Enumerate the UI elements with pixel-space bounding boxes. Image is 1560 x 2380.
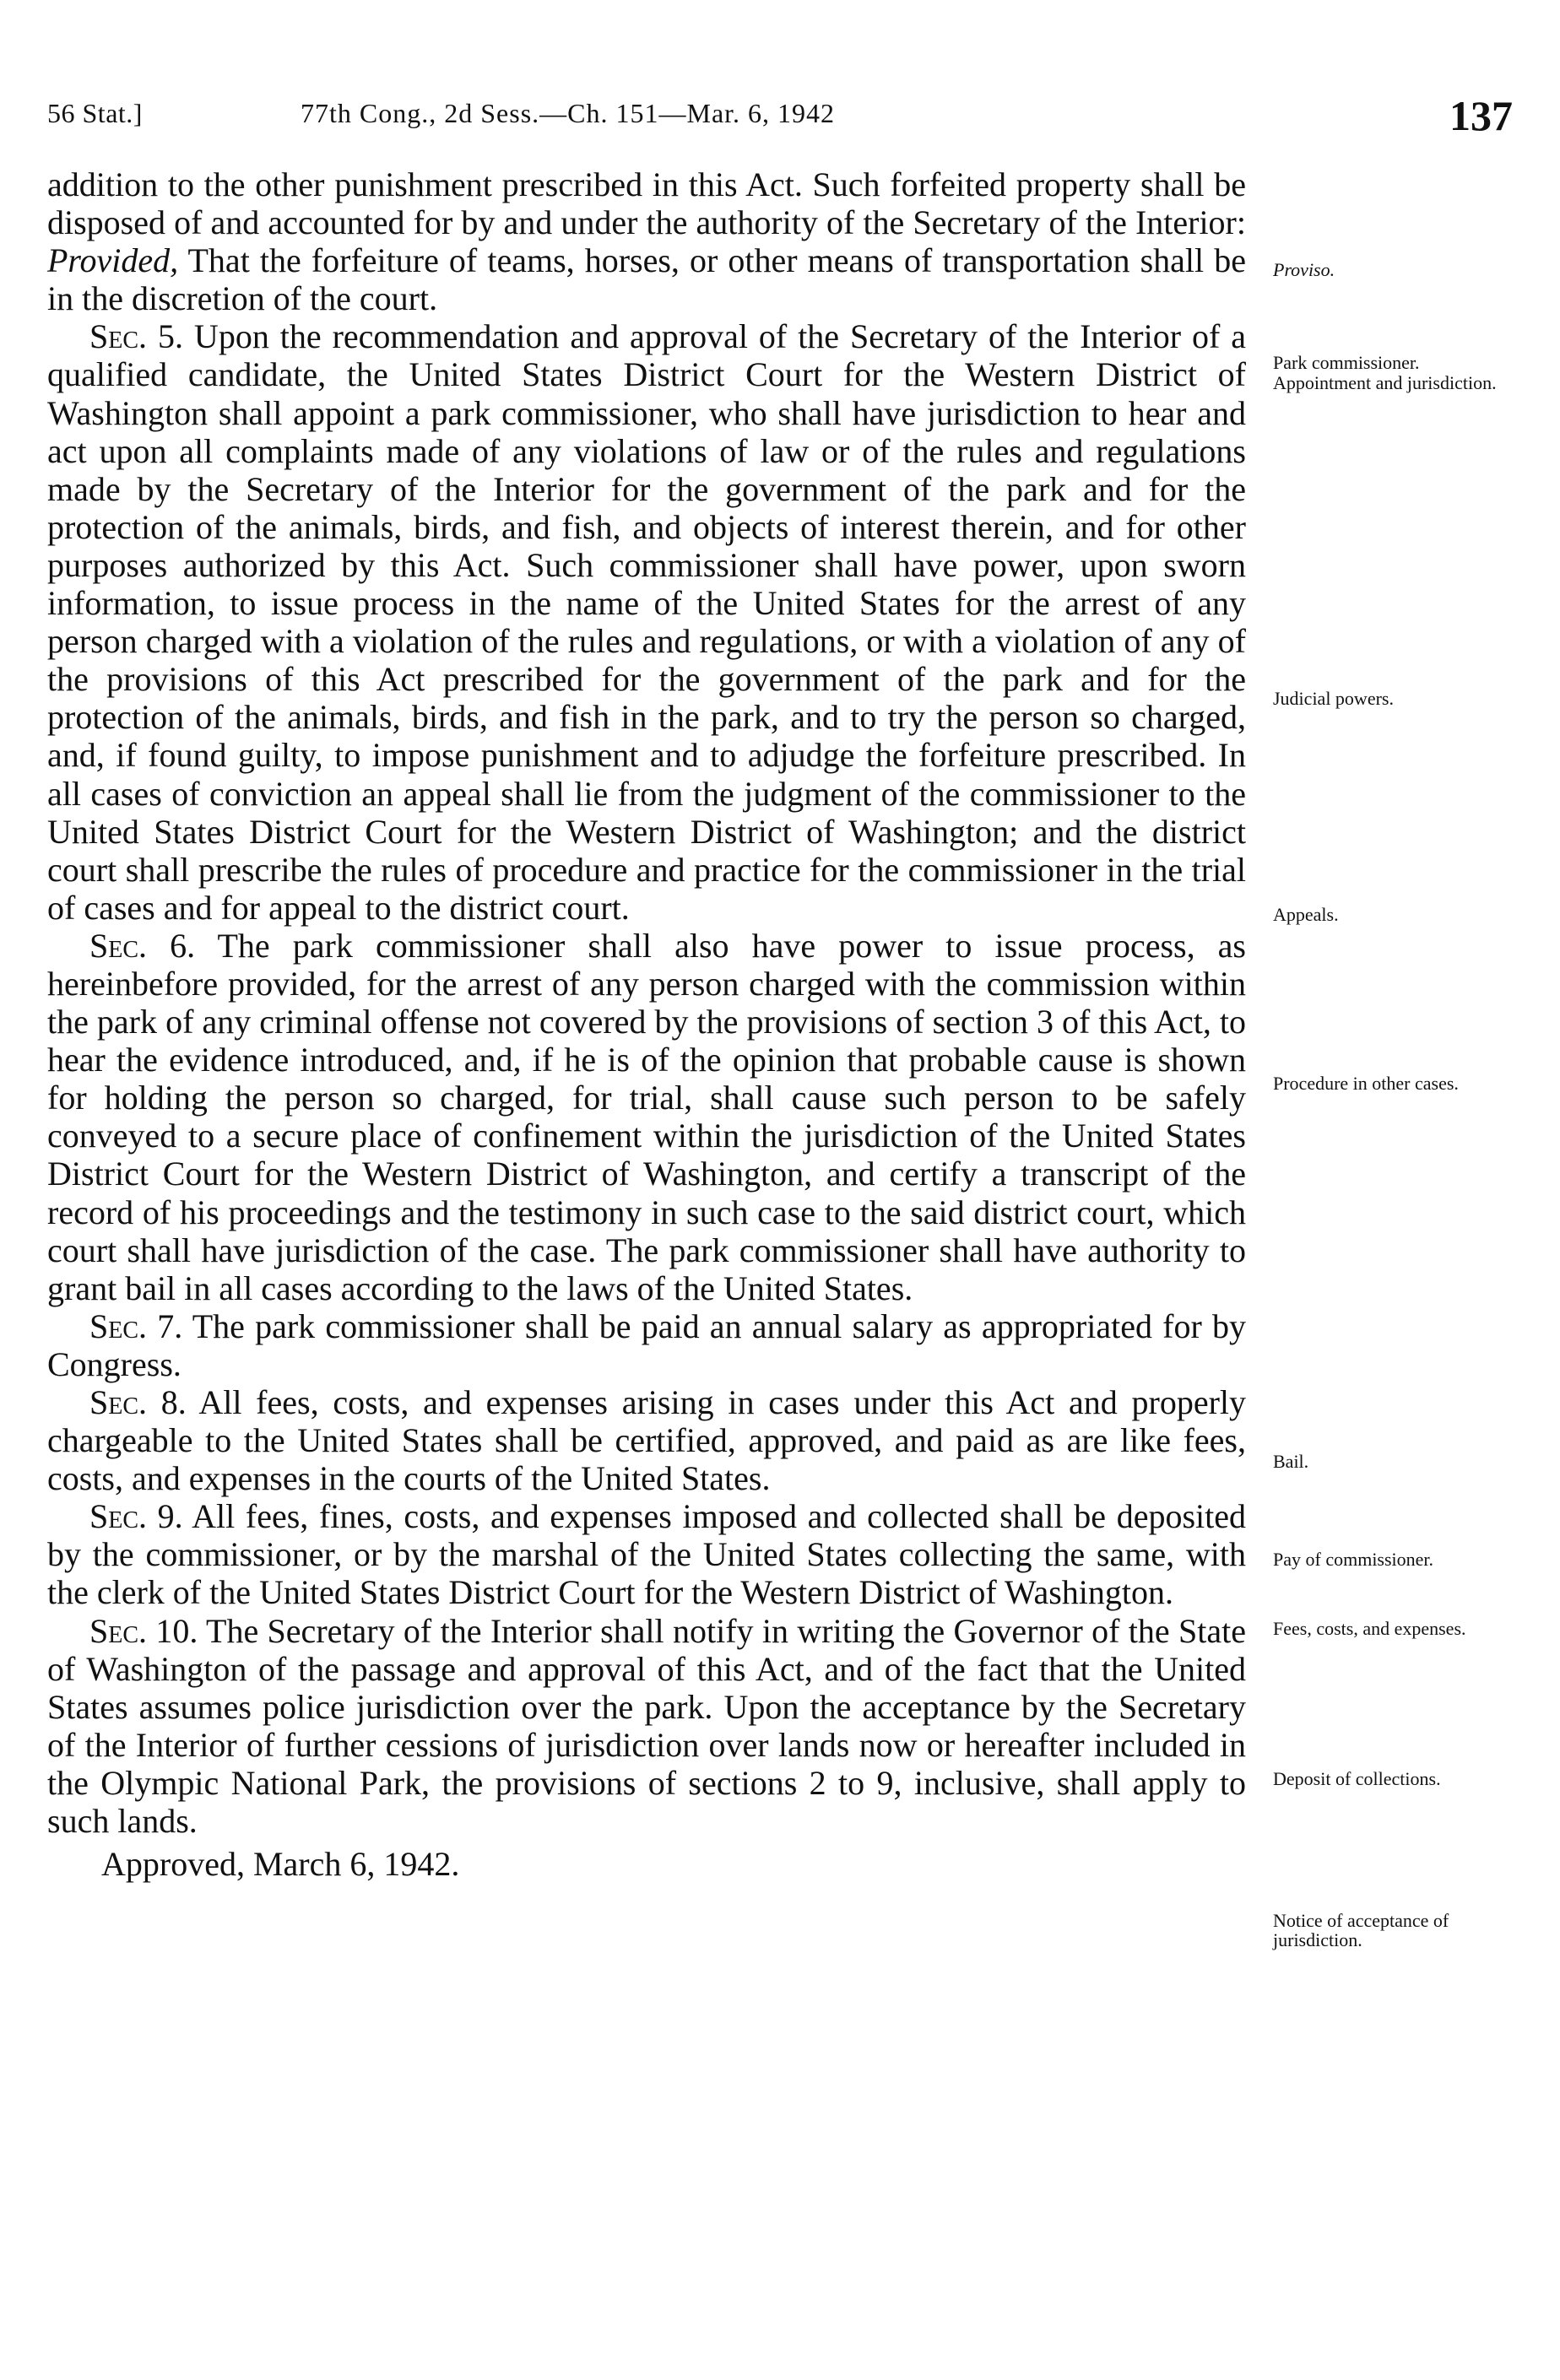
section-label: Sec. 6. <box>89 926 196 965</box>
margin-note-fees: Fees, costs, and expenses. <box>1273 1618 1466 1639</box>
margin-note-appointment: Appointment and jurisdiction. <box>1273 372 1497 393</box>
margin-note-appeals: Appeals. <box>1273 904 1339 925</box>
session-line: 77th Cong., 2d Sess.—Ch. 151—Mar. 6, 1942 <box>301 98 836 128</box>
margin-note-bail: Bail. <box>1273 1451 1309 1472</box>
section-10 <box>47 1612 1246 1841</box>
proviso-word: Provided, <box>47 241 179 280</box>
section-label: Sec. 9. <box>89 1497 183 1536</box>
margin-note-pay: Pay of commissioner. <box>1273 1549 1434 1570</box>
section-6 <box>47 927 1246 1307</box>
section-label: Sec. 5. <box>89 317 183 356</box>
page-number: 137 <box>1449 92 1513 139</box>
statute-citation: 56 Stat.] <box>47 98 143 128</box>
section-text: The Secretary of the Interior shall notify in writing the Governor of the State of Washington of the passage and approval of this Act, and of the fact that the United States assumes police jurisdiction over the park. Upon the acceptance by the Secretary of the Interior of further cessions of jurisdiction over lands now or hereafter included in the Olympic National Park, the provisions of sections 2 to 9, inclusive, shall apply to such lands. <box>47 1611 1246 1841</box>
margin-note-notice: Notice of acceptance of jurisdiction. <box>1273 1910 1449 1950</box>
paragraph-text: That the forfeiture of teams, horses, or other means of transportation shall be in the discretion of the court. <box>47 241 1246 318</box>
approval-line: Approved, March 6, 1942. <box>101 1845 460 1884</box>
margin-note-judicial-powers: Judicial powers. <box>1273 688 1394 709</box>
paragraph-text: addition to the other punishment prescribed in this Act. Such forfeited property shall be disposed of and accounted for by and under the authority of the Secretary of the Interior: <box>47 165 1246 242</box>
section-label: Sec. 8. <box>89 1383 187 1421</box>
section-text: Upon the recommendation and approval of the Secretary of the Interior of a qualified candidate, the United States District Court for the Western District of Washington shall appoint a park commissioner, who shall have jurisdiction to hear and act upon all complaints made of any violations of law or of the rules and regulations made by the Secretary of the Interior for the government of the park and for the protection of the animals, birds, and fish, and objects of interest therein, and for other purposes authorized by this Act. Such commissioner shall have power, upon sworn information, to issue process in the name of the United States for the arrest of any person charged with a violation of the rules and regulations, or with a violation of any of the provisions of this Act prescribed for the government of the park and for the protection of the animals, birds, and fish in the park, and to try the person so charged, and, if found guilty, to impose punishment and to adjudge the forfeiture prescribed. In all cases of conviction an appeal shall lie from the judgment of the commissioner to the United States District Court for the Western District of Washington; and the district court shall prescribe the rules of procedure and practice for the commissioner in the trial of cases and for appeal to the district court. <box>47 317 1246 927</box>
margin-note-procedure: Procedure in other cases. <box>1273 1073 1459 1094</box>
section-9 <box>47 1497 1246 1611</box>
section-text: All fees, costs, and expenses arising in cases under this Act and properly chargeable to the United States shall be certified, approved, and paid as are like fees, costs, and expenses in the courts of the United States. <box>47 1383 1247 1498</box>
section-8 <box>47 1383 1246 1497</box>
section-label: Sec. 7. <box>89 1306 183 1345</box>
margin-note-park-commissioner: Park commissioner. <box>1273 352 1420 373</box>
section-text: The park commissioner shall be paid an annual salary as appropriated for by Congress. <box>47 1306 1246 1383</box>
margin-note-deposit: Deposit of collections. <box>1273 1768 1441 1789</box>
margin-notes <box>1273 0 1526 2380</box>
section-7 <box>47 1307 1246 1383</box>
margin-note-proviso: Proviso. <box>1273 259 1335 280</box>
section-label: Sec. 10. <box>89 1611 198 1650</box>
section-text: All fees, fines, costs, and expenses imposed and collected shall be deposited by the commissioner, or by the marshal of the United States collecting the same, with the clerk of the United States District Court for the Western District of Washington. <box>47 1497 1246 1612</box>
main-text <box>47 165 1246 1883</box>
paragraph-continuation <box>47 165 1246 317</box>
section-5 <box>47 317 1246 927</box>
section-text: The park commissioner shall also have power to issue process, as hereinbefore provided, for the arrest of any person charged with the commission within the park of any criminal offense not covered by the provisions of section 3 of this Act, to hear the evidence introduced, and, if he is of the opinion that probable cause is shown for holding the person so charged, for trial, shall cause such person to be safely conveyed to a secure place of confinement within the jurisdiction of the United States District Court for the Western District of Washington, and certify a transcript of the record of his proceedings and the testimony in such case to the said district court, which court shall have jurisdiction of the case. The park commissioner shall have authority to grant bail in all cases according to the laws of the United States. <box>47 926 1246 1307</box>
